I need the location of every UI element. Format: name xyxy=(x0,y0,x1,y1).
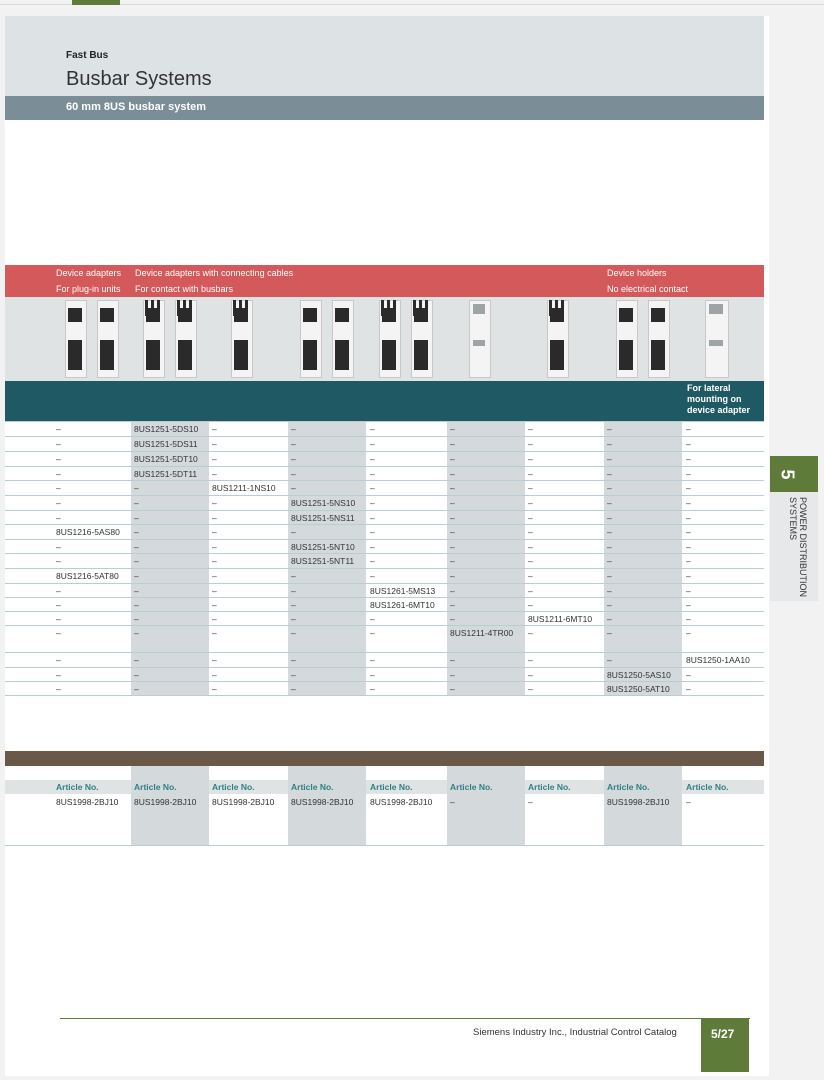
row-rule xyxy=(5,495,764,496)
product-part xyxy=(68,308,82,322)
table-cell: – xyxy=(56,655,61,665)
accessory-article-no: 8US1998-2BJ10 xyxy=(370,797,433,807)
product-part xyxy=(381,300,384,316)
chapter-title-line1: POWER DISTRIBUTION xyxy=(798,497,808,598)
product-part xyxy=(413,300,416,316)
table-cell: – xyxy=(528,483,533,493)
row-rule xyxy=(5,568,764,569)
page-subtitle: 60 mm 8US busbar system xyxy=(66,101,207,113)
table-cell: – xyxy=(291,670,296,680)
table-cell: – xyxy=(686,527,691,537)
product-part xyxy=(473,304,485,314)
product-part xyxy=(234,340,248,370)
table-cell: – xyxy=(450,469,455,479)
table-cell: – xyxy=(450,684,455,694)
accessory-article-no: 8US1998-2BJ10 xyxy=(212,797,275,807)
table-cell: – xyxy=(291,469,296,479)
table-cell: 8US1250-5AT10 xyxy=(607,684,670,694)
table-cell: – xyxy=(686,600,691,610)
table-cell: 8US1251-5DS11 xyxy=(134,439,198,449)
row-rule xyxy=(5,667,764,668)
row-rule xyxy=(5,524,764,525)
table-cell: – xyxy=(607,586,612,596)
product-part xyxy=(183,300,186,316)
table-cell: – xyxy=(607,498,612,508)
product-part xyxy=(151,300,154,316)
table-cell: – xyxy=(291,586,296,596)
table-cell: – xyxy=(370,513,375,523)
lateral-mounting-note: For lateral mounting on device adapter xyxy=(687,383,751,415)
product-part xyxy=(414,340,428,370)
table-cell: – xyxy=(607,542,612,552)
table-cell: – xyxy=(212,571,217,581)
table-cell: – xyxy=(212,684,217,694)
table-cell: – xyxy=(528,542,533,552)
product-part xyxy=(146,340,160,370)
column-shade xyxy=(447,421,525,695)
table-cell: – xyxy=(291,454,296,464)
table-cell: 8US1216-5AT80 xyxy=(56,571,119,581)
accessory-article-no: – xyxy=(450,797,455,807)
table-cell: – xyxy=(686,614,691,624)
table-cell: – xyxy=(134,614,139,624)
page-number-text: 5/27 xyxy=(711,1027,735,1041)
table-cell: – xyxy=(528,670,533,680)
table-cell: 8US1250-5AS10 xyxy=(607,670,671,680)
table-cell: – xyxy=(528,628,533,638)
table-cell: – xyxy=(607,600,612,610)
accessories-band xyxy=(5,751,764,766)
table-cell: – xyxy=(686,542,691,552)
article-no-header: Article No. xyxy=(212,782,255,792)
table-cell: – xyxy=(686,454,691,464)
group-sub-plug-in: For plug-in units xyxy=(56,284,121,294)
table-cell: – xyxy=(607,628,612,638)
product-part xyxy=(303,308,317,322)
footer-catalog: Siemens Industry Inc., Industrial Control Catalog xyxy=(473,1027,677,1038)
product-part xyxy=(425,300,428,316)
table-cell: – xyxy=(134,542,139,552)
table-cell: – xyxy=(56,513,61,523)
row-rule xyxy=(5,652,764,653)
table-cell: – xyxy=(370,628,375,638)
table-cell: – xyxy=(134,628,139,638)
table-cell: – xyxy=(686,439,691,449)
table-cell: – xyxy=(528,655,533,665)
table-cell: – xyxy=(450,483,455,493)
table-cell: – xyxy=(56,439,61,449)
table-cell: – xyxy=(291,655,296,665)
table-cell: – xyxy=(56,556,61,566)
table-cell: – xyxy=(528,684,533,694)
table-cell: – xyxy=(370,670,375,680)
row-rule xyxy=(5,466,764,467)
table-cell: – xyxy=(528,571,533,581)
table-cell: – xyxy=(528,469,533,479)
table-cell: – xyxy=(528,424,533,434)
accessory-article-no: – xyxy=(528,797,533,807)
table-cell: – xyxy=(370,483,375,493)
table-cell: – xyxy=(686,586,691,596)
teal-band xyxy=(5,381,764,421)
table-cell: – xyxy=(212,469,217,479)
accessories-bottom-rule xyxy=(5,845,764,846)
product-part xyxy=(561,300,564,316)
article-no-header: Article No. xyxy=(370,782,413,792)
table-cell: 8US1216-5AS80 xyxy=(56,527,120,537)
accessory-article-no: 8US1998-2BJ10 xyxy=(56,797,119,807)
table-cell: – xyxy=(212,670,217,680)
table-cell: – xyxy=(607,571,612,581)
table-cell: – xyxy=(450,556,455,566)
article-no-header: Article No. xyxy=(450,782,493,792)
table-cell: – xyxy=(56,684,61,694)
table-cell: – xyxy=(212,628,217,638)
table-cell: – xyxy=(528,527,533,537)
table-cell: – xyxy=(134,571,139,581)
table-cell: – xyxy=(212,424,217,434)
accessory-article-no: 8US1998-2BJ10 xyxy=(607,797,670,807)
product-part xyxy=(335,308,349,322)
table-cell: – xyxy=(370,614,375,624)
row-rule xyxy=(5,451,764,452)
row-rule xyxy=(5,597,764,598)
table-cell: – xyxy=(56,454,61,464)
group-label-device-adapters: Device adapters xyxy=(56,268,122,278)
table-cell: – xyxy=(291,439,296,449)
table-cell: 8US1250-1AA10 xyxy=(686,655,750,665)
table-cell: – xyxy=(450,542,455,552)
table-cell: – xyxy=(134,498,139,508)
table-cell: 8US1251-5NS11 xyxy=(291,513,355,523)
product-part xyxy=(239,300,242,316)
product-part xyxy=(550,340,564,370)
table-cell: – xyxy=(528,454,533,464)
table-cell: – xyxy=(212,556,217,566)
accessory-article-no: 8US1998-2BJ10 xyxy=(291,797,354,807)
table-cell: – xyxy=(212,542,217,552)
table-cell: – xyxy=(607,655,612,665)
table-cell: – xyxy=(134,600,139,610)
table-cell: – xyxy=(450,527,455,537)
table-cell: 8US1211-1NS10 xyxy=(212,483,276,493)
article-no-header: Article No. xyxy=(291,782,334,792)
product-part xyxy=(382,340,396,370)
table-cell: – xyxy=(450,571,455,581)
table-cell: – xyxy=(686,469,691,479)
table-cell: 8US1211-4TR00 xyxy=(450,628,514,638)
table-cell: – xyxy=(134,513,139,523)
column-shade xyxy=(604,421,682,695)
chapter-title-line2: SYSTEMS xyxy=(788,497,798,541)
product-part xyxy=(651,340,665,370)
table-cell: – xyxy=(686,424,691,434)
table-cell: 8US1251-5NT10 xyxy=(291,542,355,552)
table-cell: – xyxy=(56,600,61,610)
product-part xyxy=(303,340,317,370)
table-cell: – xyxy=(212,586,217,596)
table-cell: – xyxy=(607,424,612,434)
table-cell: – xyxy=(370,571,375,581)
table-cell: – xyxy=(607,469,612,479)
table-cell: – xyxy=(450,454,455,464)
footer-rule xyxy=(60,1018,750,1019)
table-cell: – xyxy=(134,527,139,537)
product-part xyxy=(245,300,248,316)
table-cell: – xyxy=(686,628,691,638)
table-cell: – xyxy=(607,614,612,624)
table-cell: – xyxy=(212,513,217,523)
table-cell: – xyxy=(370,655,375,665)
row-rule xyxy=(5,681,764,682)
table-cell: – xyxy=(370,498,375,508)
page-title: Busbar Systems xyxy=(66,68,212,90)
article-no-header: Article No. xyxy=(528,782,571,792)
product-part xyxy=(178,340,192,370)
chapter-number xyxy=(770,456,818,492)
row-rule xyxy=(5,553,764,554)
table-cell: 8US1251-5NS10 xyxy=(291,498,356,508)
table-cell: – xyxy=(212,439,217,449)
product-part xyxy=(619,308,633,322)
accessory-column-shade xyxy=(447,766,525,845)
table-cell: – xyxy=(607,513,612,523)
table-cell: – xyxy=(291,483,296,493)
product-part xyxy=(233,300,236,316)
chapter-title xyxy=(788,497,808,597)
product-part xyxy=(100,340,114,370)
table-cell: – xyxy=(370,424,375,434)
top-rule xyxy=(0,4,824,5)
table-cell: – xyxy=(291,571,296,581)
table-cell: – xyxy=(450,498,455,508)
table-cell: 8US1251-5DT11 xyxy=(134,469,198,479)
product-part xyxy=(145,300,148,316)
table-cell: – xyxy=(291,614,296,624)
table-cell: – xyxy=(370,527,375,537)
row-rule xyxy=(5,625,764,626)
article-no-header: Article No. xyxy=(134,782,177,792)
article-no-header: Article No. xyxy=(607,782,650,792)
row-rule xyxy=(5,480,764,481)
product-part xyxy=(555,300,558,316)
row-rule xyxy=(5,611,764,612)
product-part xyxy=(177,300,180,316)
table-cell: – xyxy=(370,684,375,694)
product-part xyxy=(709,340,723,346)
table-cell: – xyxy=(56,469,61,479)
table-cell: – xyxy=(450,655,455,665)
table-cell: – xyxy=(450,586,455,596)
row-rule xyxy=(5,539,764,540)
table-cell: – xyxy=(370,556,375,566)
product-part xyxy=(335,340,349,370)
table-cell: – xyxy=(450,424,455,434)
chapter-number-text: 5 xyxy=(777,469,798,480)
accessory-article-no: 8US1998-2BJ10 xyxy=(134,797,197,807)
top-tab-marker xyxy=(72,0,120,5)
table-cell: – xyxy=(291,684,296,694)
table-cell: – xyxy=(370,454,375,464)
table-cell: – xyxy=(212,527,217,537)
table-cell: – xyxy=(607,483,612,493)
table-cell: 8US1251-5DT10 xyxy=(134,454,198,464)
product-part xyxy=(651,308,665,322)
table-cell: – xyxy=(528,600,533,610)
article-no-header: Article No. xyxy=(686,782,729,792)
table-cell: – xyxy=(56,586,61,596)
table-bottom-rule xyxy=(5,695,764,696)
table-cell: – xyxy=(686,513,691,523)
product-part xyxy=(68,340,82,370)
table-cell: – xyxy=(56,498,61,508)
table-cell: – xyxy=(56,483,61,493)
product-part xyxy=(619,340,633,370)
product-part xyxy=(157,300,160,316)
table-cell: – xyxy=(291,628,296,638)
table-cell: – xyxy=(607,439,612,449)
table-cell: – xyxy=(450,614,455,624)
table-cell: – xyxy=(212,614,217,624)
table-cell: – xyxy=(607,454,612,464)
table-cell: – xyxy=(56,628,61,638)
table-cell: – xyxy=(134,670,139,680)
table-cell: 8US1251-5NT11 xyxy=(291,556,355,566)
table-cell: – xyxy=(450,513,455,523)
table-cell: – xyxy=(607,527,612,537)
table-cell: – xyxy=(686,571,691,581)
table-cell: – xyxy=(291,527,296,537)
table-cell: 8US1251-5DS10 xyxy=(134,424,199,434)
accessory-article-no: – xyxy=(686,797,691,807)
table-cell: – xyxy=(134,586,139,596)
table-cell: – xyxy=(528,439,533,449)
table-cell: 8US1261-5MS13 xyxy=(370,586,436,596)
article-no-header: Article No. xyxy=(56,782,99,792)
row-rule xyxy=(5,436,764,437)
group-sub-busbars: For contact with busbars xyxy=(135,284,234,294)
table-cell: – xyxy=(212,498,217,508)
group-label-device-holders: Device holders xyxy=(607,268,667,278)
table-cell: – xyxy=(528,513,533,523)
table-cell: – xyxy=(686,556,691,566)
product-part xyxy=(473,340,485,346)
product-part xyxy=(387,300,390,316)
table-cell: – xyxy=(291,424,296,434)
product-part xyxy=(709,304,723,314)
table-cell: – xyxy=(212,454,217,464)
product-part xyxy=(549,300,552,316)
table-cell: – xyxy=(686,684,691,694)
table-cell: – xyxy=(528,498,533,508)
table-cell: – xyxy=(370,439,375,449)
table-cell: – xyxy=(134,556,139,566)
table-cell: – xyxy=(607,556,612,566)
table-cell: – xyxy=(686,670,691,680)
table-cell: – xyxy=(212,655,217,665)
table-cell: – xyxy=(134,483,139,493)
table-cell: – xyxy=(56,670,61,680)
table-cell: – xyxy=(686,498,691,508)
product-part xyxy=(419,300,422,316)
table-cell: – xyxy=(370,469,375,479)
table-cell: – xyxy=(370,542,375,552)
table-cell: 8US1211-6MT10 xyxy=(528,614,593,624)
table-cell: – xyxy=(528,586,533,596)
table-cell: – xyxy=(291,600,296,610)
row-rule xyxy=(5,510,764,511)
product-part xyxy=(189,300,192,316)
table-cell: – xyxy=(134,684,139,694)
group-sub-no-contact: No electrical contact xyxy=(607,284,689,294)
group-label-connecting-cables: Device adapters with connecting cables xyxy=(135,268,294,278)
table-cell: – xyxy=(56,614,61,624)
row-rule xyxy=(5,583,764,584)
table-cell: – xyxy=(212,600,217,610)
table-cell: – xyxy=(686,483,691,493)
table-cell: – xyxy=(134,655,139,665)
table-cell: 8US1261-6MT10 xyxy=(370,600,435,610)
series-label: Fast Bus xyxy=(66,50,109,61)
table-cell: – xyxy=(56,542,61,552)
table-cell: – xyxy=(528,556,533,566)
row-rule xyxy=(5,421,764,422)
table-cell: – xyxy=(450,439,455,449)
page-number xyxy=(701,1019,749,1072)
product-part xyxy=(393,300,396,316)
table-cell: – xyxy=(450,670,455,680)
table-cell: – xyxy=(450,600,455,610)
table-cell: – xyxy=(56,424,61,434)
product-part xyxy=(100,308,114,322)
